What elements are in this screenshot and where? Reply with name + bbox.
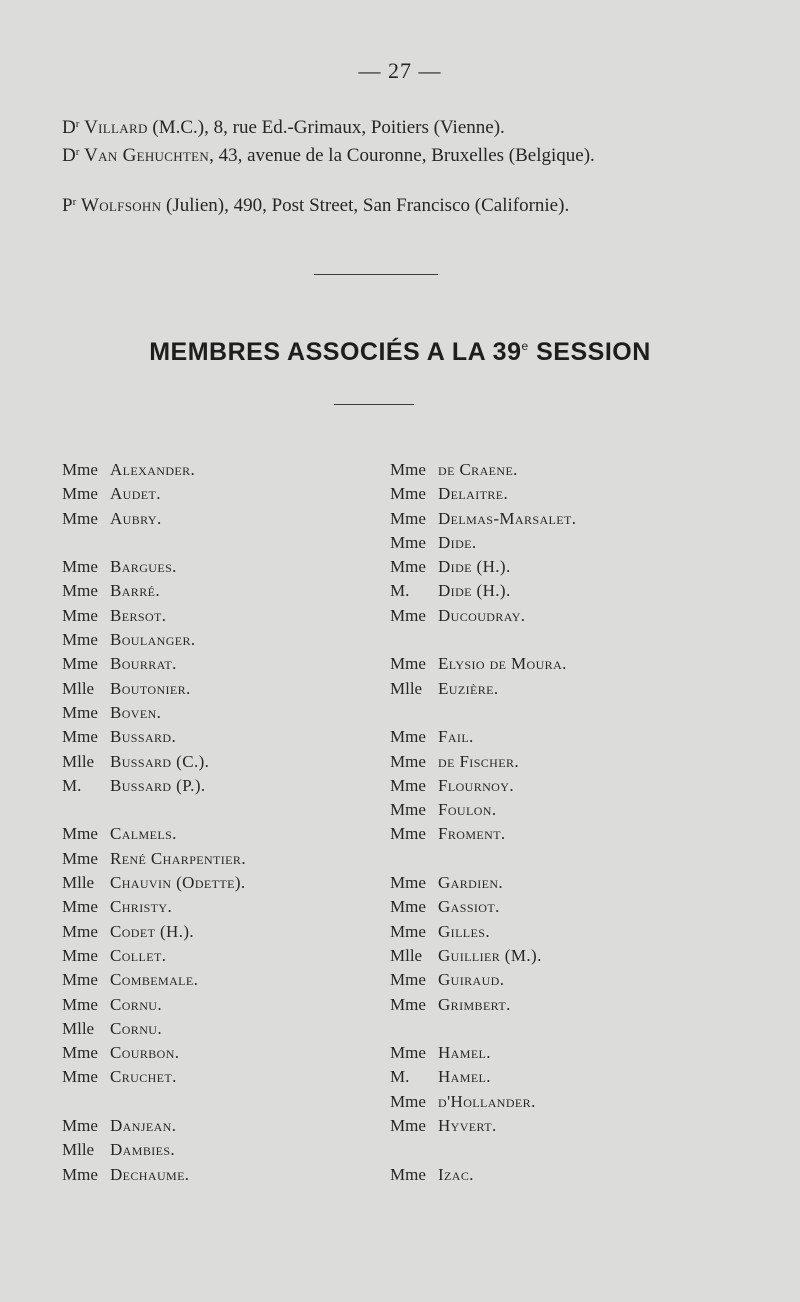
member-name: Christy. (110, 897, 173, 917)
member-name: Fail. (438, 727, 474, 747)
member-title: Mme (390, 508, 426, 528)
member-title: Mlle (390, 678, 423, 698)
list-item (62, 871, 246, 895)
member-title: Mlle (62, 678, 95, 698)
member-name: Boulanger. (110, 630, 196, 650)
member-title: Mme (390, 532, 426, 552)
list-item (390, 993, 576, 1017)
member-title: Mme (390, 897, 426, 917)
member-title: Mme (62, 654, 98, 674)
list-item (62, 944, 246, 968)
member-name: Grimbert. (438, 994, 511, 1014)
member-title: Mme (62, 1043, 98, 1063)
member-title: Mlle (62, 751, 95, 771)
list-gap (390, 628, 576, 652)
section-title-sup: e (521, 339, 529, 353)
list-item (62, 628, 246, 652)
member-title: Mme (390, 994, 426, 1014)
member-title: Mme (62, 897, 98, 917)
list-item (62, 652, 246, 676)
member-name: Gilles. (438, 921, 490, 941)
list-item (62, 750, 246, 774)
list-item (62, 968, 246, 992)
member-name: Hamel. (438, 1043, 491, 1063)
member-title: Mlle (62, 873, 95, 893)
list-item (62, 507, 246, 531)
list-item (390, 1041, 576, 1065)
list-item (390, 725, 576, 749)
list-item (390, 1065, 576, 1089)
list-item (62, 1017, 246, 1041)
list-item (62, 774, 246, 798)
list-gap (390, 701, 576, 725)
list-item (390, 604, 576, 628)
member-name: Boven. (110, 702, 162, 722)
member-title: Mme (390, 775, 426, 795)
member-title: Mme (390, 1164, 426, 1184)
member-name: Guiraud. (438, 970, 505, 990)
member-name: Dide (H.). (438, 557, 511, 577)
entry-address: , 43, avenue de la Couronne, Bruxelles (Belgique). (209, 145, 595, 166)
member-title: Mme (62, 848, 98, 868)
member-name: Euzière. (438, 678, 499, 698)
member-name: Izac. (438, 1164, 474, 1184)
list-item (62, 1163, 246, 1187)
member-entries (62, 112, 682, 218)
list-gap (62, 1090, 246, 1114)
member-title: Mme (62, 460, 98, 479)
member-title: Mme (62, 727, 98, 747)
list-item (62, 895, 246, 919)
entry-name: Van Gehuchten (84, 145, 210, 166)
entry-title-sup: r (75, 146, 80, 158)
section-title (0, 338, 800, 367)
list-item (62, 604, 246, 628)
member-name: Collet. (110, 945, 167, 965)
member-title: Mme (62, 702, 98, 722)
member-title: Mme (62, 1164, 98, 1184)
entry-address: (Julien), 490, Post Street, San Francisco (Californie). (161, 195, 570, 216)
member-title: Mme (390, 727, 426, 747)
member-title: Mme (62, 484, 98, 504)
member-name: Bussard. (110, 727, 177, 747)
member-name: Bussard (P.). (110, 775, 206, 795)
member-name: Courbon. (110, 1043, 180, 1063)
member-name: Guillier (M.). (438, 945, 542, 965)
list-item (390, 822, 576, 846)
member-title: Mme (390, 751, 426, 771)
entry-address: (M.C.), 8, rue Ed.-Grimaux, Poitiers (Vienne). (147, 117, 505, 138)
member-name: Hyvert. (438, 1116, 497, 1136)
list-item (62, 1065, 246, 1089)
list-item (390, 482, 576, 506)
member-name: Danjean. (110, 1116, 177, 1136)
list-item (62, 482, 246, 506)
member-name: Calmels. (110, 824, 177, 844)
list-item (390, 531, 576, 555)
member-title: Mme (390, 1091, 426, 1111)
list-item (390, 920, 576, 944)
member-title: Mme (390, 557, 426, 577)
member-name: Boutonier. (110, 678, 191, 698)
list-gap (390, 1138, 576, 1162)
divider-rule (334, 404, 414, 405)
member-name: Gardien. (438, 873, 504, 893)
member-title: Mlle (62, 1018, 95, 1038)
list-item (62, 822, 246, 846)
list-item (390, 677, 576, 701)
member-title: Mme (390, 1116, 426, 1136)
list-item (390, 895, 576, 919)
member-name: Elysio de Moura. (438, 654, 567, 674)
entry-title: D (62, 145, 76, 166)
list-item (62, 920, 246, 944)
member-title: Mme (62, 557, 98, 577)
member-title: Mme (390, 484, 426, 504)
list-item (390, 968, 576, 992)
entry-name: Villard (84, 117, 148, 138)
member-title: Mme (62, 921, 98, 941)
entry-wolfsohn (62, 190, 682, 218)
list-item (390, 555, 576, 579)
member-title: Mme (390, 460, 426, 479)
member-name: de Craene. (438, 460, 518, 479)
member-title: Mme (390, 1043, 426, 1063)
list-item (62, 725, 246, 749)
member-name: Dide (H.). (438, 581, 511, 601)
list-item (390, 798, 576, 822)
member-title: Mme (62, 605, 98, 625)
member-name: Combemale. (110, 970, 199, 990)
section-title-main: MEMBRES ASSOCIÉS A LA 39 (149, 338, 522, 366)
list-item (390, 507, 576, 531)
member-name: Chauvin (Odette). (110, 873, 246, 893)
left-member-column (62, 458, 246, 1187)
list-item (390, 871, 576, 895)
list-item (390, 652, 576, 676)
member-title: Mme (62, 970, 98, 990)
list-item (390, 1090, 576, 1114)
member-name: Bargues. (110, 557, 177, 577)
member-name: Cornu. (110, 994, 162, 1014)
section-title-end: SESSION (528, 338, 651, 366)
member-name: Ducoudray. (438, 605, 526, 625)
list-item (62, 993, 246, 1017)
member-name: Delmas-Marsalet. (438, 508, 577, 528)
list-item (62, 847, 246, 871)
list-item (62, 458, 246, 482)
member-name: Foulon. (438, 800, 497, 820)
member-title: Mme (62, 581, 98, 601)
member-name: René Charpentier. (110, 848, 246, 868)
list-item (390, 1163, 576, 1187)
member-title: Mme (390, 921, 426, 941)
member-name: Cornu. (110, 1018, 162, 1038)
list-item (62, 677, 246, 701)
member-name: Dide. (438, 532, 477, 552)
list-item (390, 458, 576, 482)
list-item (62, 701, 246, 725)
member-title: Mme (390, 654, 426, 674)
list-item (390, 750, 576, 774)
member-name: Audet. (110, 484, 161, 504)
member-title: Mme (62, 994, 98, 1014)
list-item (390, 579, 576, 603)
member-title: M. (390, 1067, 410, 1087)
member-title: Mme (390, 605, 426, 625)
member-name: d'Hollander. (438, 1091, 536, 1111)
member-title: Mme (390, 873, 426, 893)
list-gap (62, 531, 246, 555)
list-gap (62, 798, 246, 822)
member-title: Mme (390, 824, 426, 844)
member-name: Froment. (438, 824, 506, 844)
member-name: Hamel. (438, 1067, 491, 1087)
member-title: Mme (390, 800, 426, 820)
list-item (390, 774, 576, 798)
list-gap (390, 1017, 576, 1041)
member-title: M. (390, 581, 410, 601)
member-title: Mlle (390, 945, 423, 965)
member-name: Dechaume. (110, 1164, 190, 1184)
member-title: Mme (62, 630, 98, 650)
member-title: Mlle (62, 1140, 95, 1160)
member-name: Bussard (C.). (110, 751, 210, 771)
entry-name: Wolfsohn (81, 195, 162, 216)
list-item (62, 1138, 246, 1162)
divider-rule (314, 274, 438, 275)
member-title: Mme (62, 1067, 98, 1087)
list-item (62, 579, 246, 603)
member-name: de Fischer. (438, 751, 520, 771)
member-title: Mme (62, 824, 98, 844)
member-name: Codet (H.). (110, 921, 195, 941)
list-item (62, 1114, 246, 1138)
right-member-column (390, 458, 576, 1187)
member-name: Bersot. (110, 605, 167, 625)
member-title: Mme (62, 508, 98, 528)
member-name: Dambies. (110, 1140, 176, 1160)
entry-villard (62, 112, 682, 140)
list-item (62, 1041, 246, 1065)
list-item (390, 944, 576, 968)
member-title: Mme (390, 970, 426, 990)
list-item (390, 1114, 576, 1138)
entry-title: D (62, 117, 76, 138)
member-title: Mme (62, 1116, 98, 1136)
member-title: M. (62, 775, 82, 795)
member-name: Cruchet. (110, 1067, 177, 1087)
list-item (62, 555, 246, 579)
member-title: Mme (62, 945, 98, 965)
entry-title: P (62, 195, 73, 216)
member-name: Flournoy. (438, 775, 514, 795)
member-name: Delaitre. (438, 484, 509, 504)
member-name: Aubry. (110, 508, 162, 528)
entry-title-sup: r (72, 196, 77, 208)
member-name: Alexander. (110, 460, 196, 479)
member-name: Gassiot. (438, 897, 500, 917)
member-name: Barré. (110, 581, 160, 601)
member-name: Bourrat. (110, 654, 177, 674)
entry-title-sup: r (75, 118, 80, 130)
entry-van-gehuchten (62, 140, 682, 168)
list-gap (390, 847, 576, 871)
page-number: — 27 — (358, 58, 442, 83)
